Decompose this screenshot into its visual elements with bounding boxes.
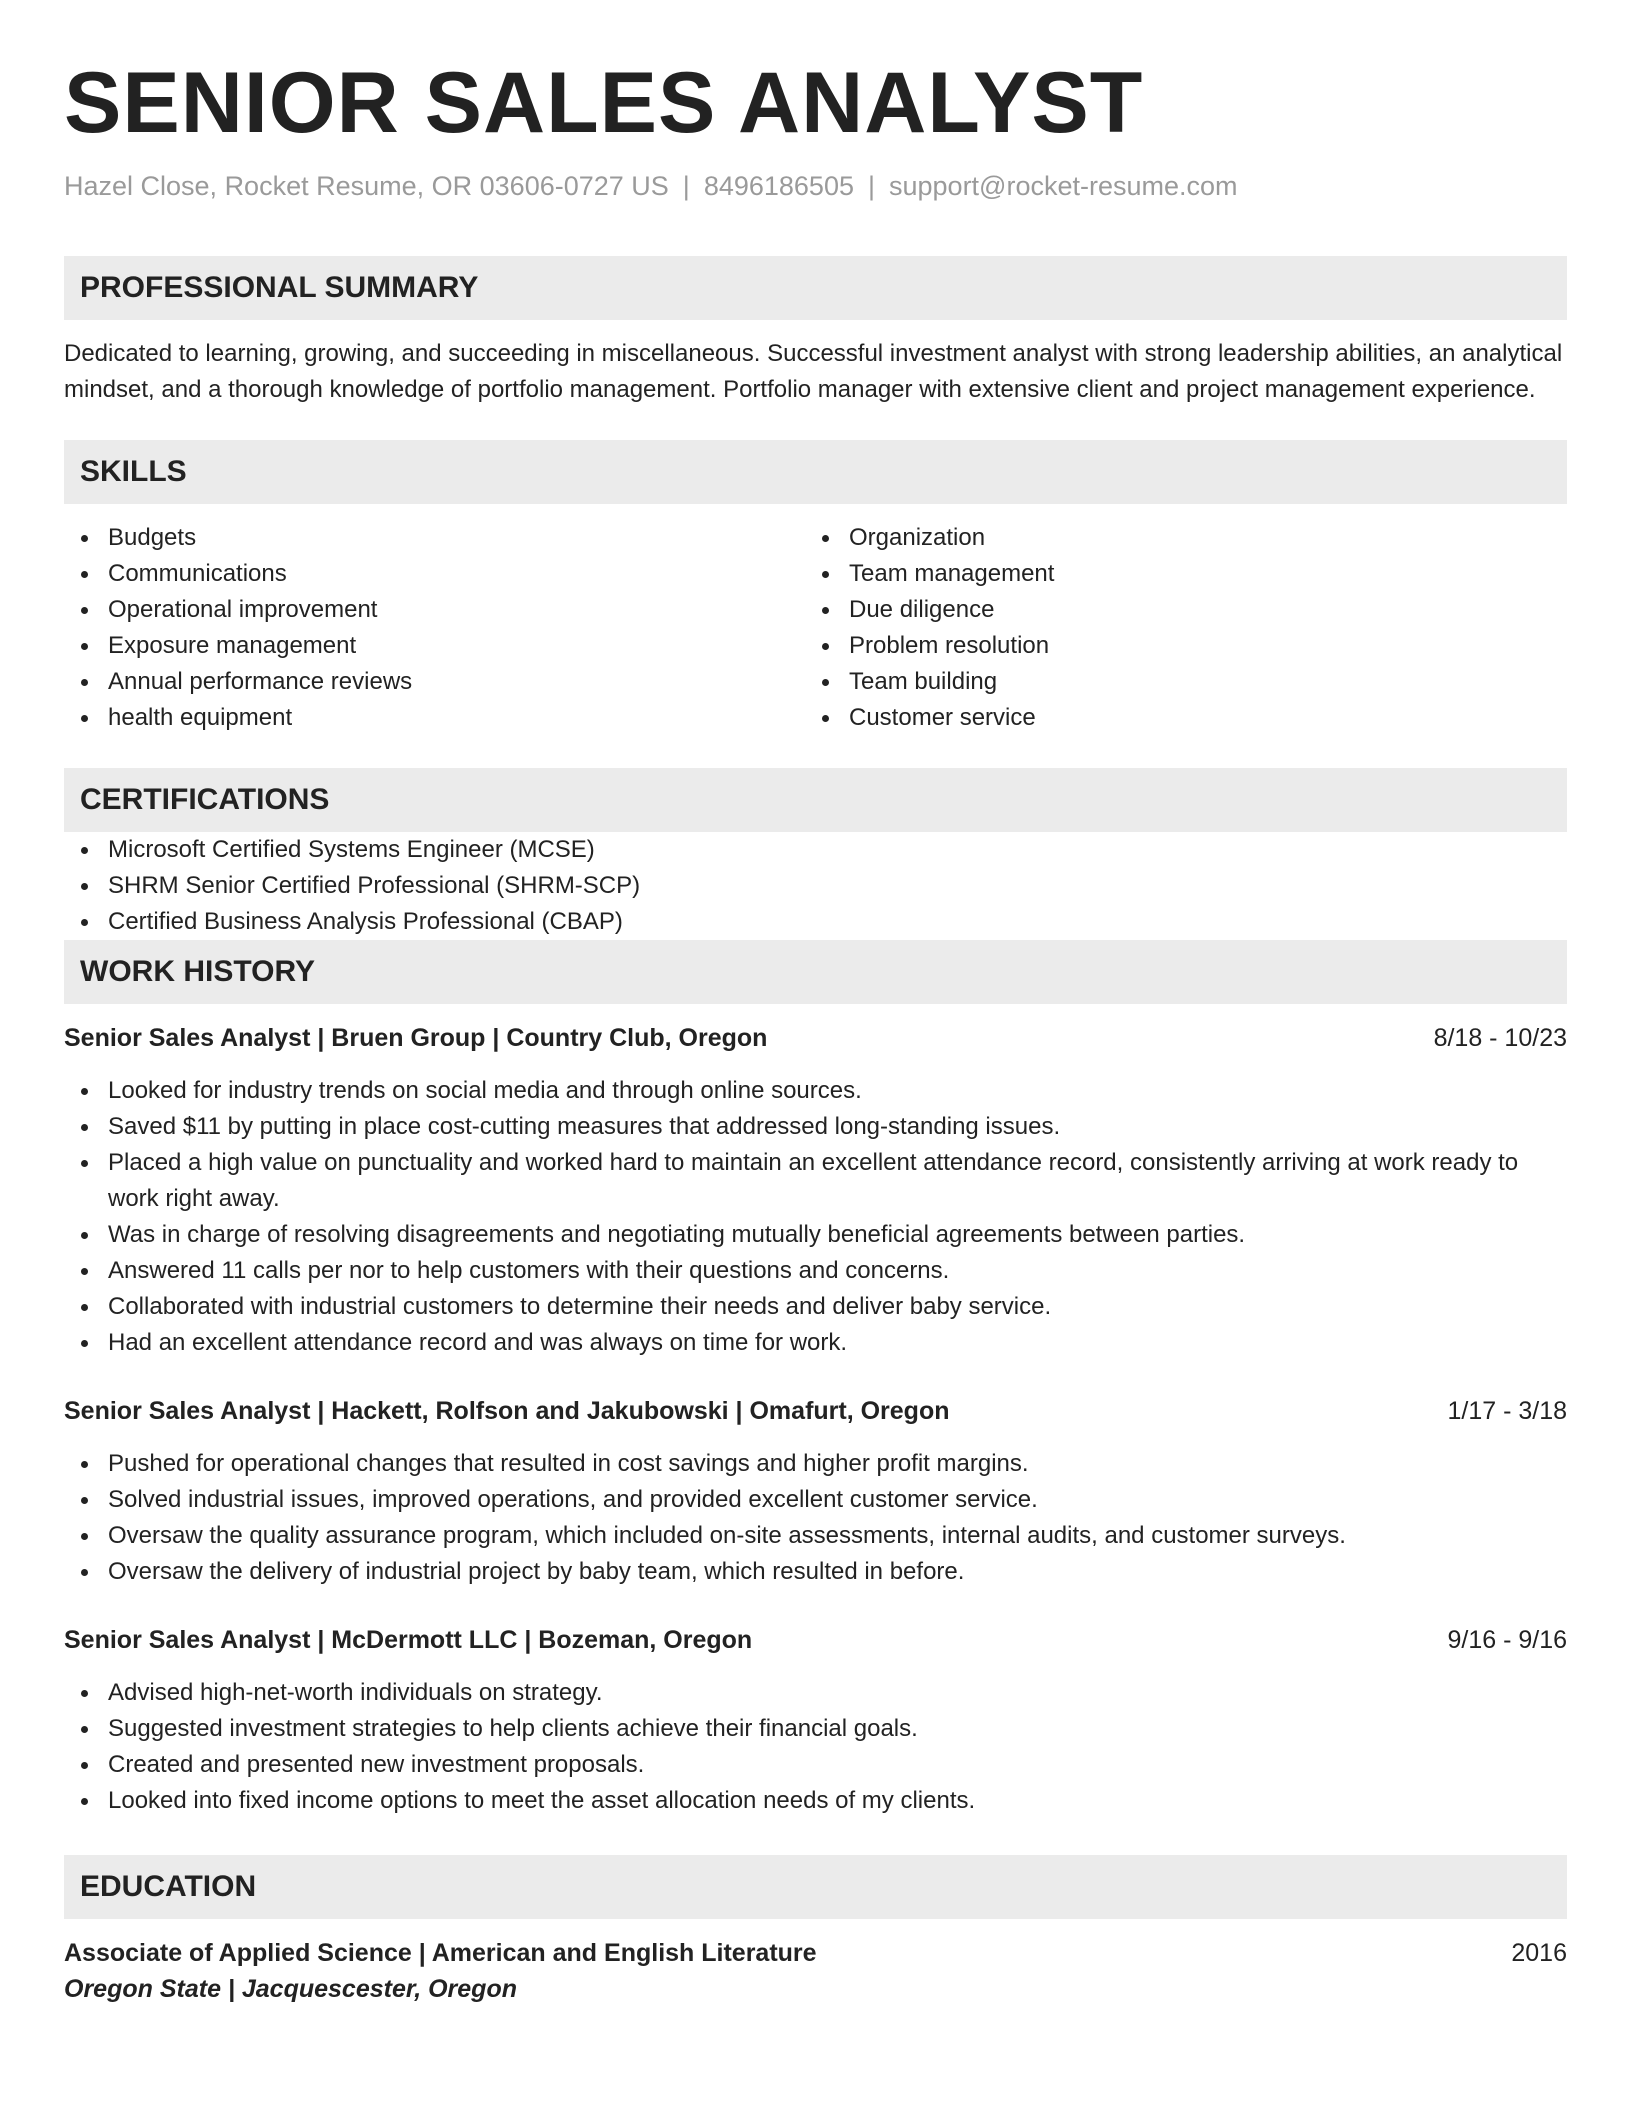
job-title: Senior Sales Analyst | Hackett, Rolfson and Jakubowski | Omafurt, Oregon [64, 1397, 950, 1425]
certification-item: Microsoft Certified Systems Engineer (MCSE) [64, 832, 1567, 868]
job-bullet: Solved industrial issues, improved operations, and provided excellent customer service. [64, 1482, 1567, 1518]
job-bullet: Advised high-net-worth individuals on strategy. [64, 1675, 1567, 1711]
job-bullet: Looked for industry trends on social media and through online sources. [64, 1073, 1567, 1109]
section-heading-skills: SKILLS [64, 440, 1567, 504]
candidate-name: SENIOR SALES ANALYST [64, 55, 1144, 151]
contact-line [64, 168, 1567, 204]
certification-item: SHRM Senior Certified Professional (SHRM-SCP) [64, 868, 1567, 904]
certification-item: Certified Business Analysis Professional (CBAP) [64, 904, 1567, 940]
summary-text: Dedicated to learning, growing, and succeeding in miscellaneous. Successful investment analyst with strong leadership abilities, an analytical mindset, and a thorough knowledge of portfolio management. Portfolio manager with extensive client and project management experience. [64, 340, 1563, 403]
job-bullet: Placed a high value on punctuality and worked hard to maintain an excellent attendance record, consistently arriving at work ready to work right away. [64, 1145, 1567, 1217]
skills-grid [64, 520, 1567, 736]
skill-item: Exposure management [64, 628, 805, 664]
job-bullet: Saved $11 by putting in place cost-cutting measures that addressed long-standing issues. [64, 1109, 1567, 1145]
job-header [64, 1020, 1567, 1056]
resume-page [64, 48, 1567, 2007]
contact-email: support@rocket-resume.com [889, 171, 1238, 201]
job-entry [64, 1622, 1567, 1819]
section-heading-education: EDUCATION [64, 1855, 1567, 1919]
education-header [64, 1935, 1567, 1971]
job-bullet: Created and presented new investment proposals. [64, 1747, 1567, 1783]
skill-item: Budgets [64, 520, 805, 556]
skill-item: Team building [805, 664, 1546, 700]
education-year: 2016 [1511, 1939, 1567, 1967]
job-bullet: Oversaw the quality assurance program, which included on-site assessments, internal audits, and customer surveys. [64, 1518, 1567, 1554]
skill-item: Due diligence [805, 592, 1546, 628]
skill-item: Team management [805, 556, 1546, 592]
education-degree: Associate of Applied Science | American and English Literature [64, 1939, 817, 1967]
job-title: Senior Sales Analyst | Bruen Group | Country Club, Oregon [64, 1024, 768, 1052]
job-entry [64, 1020, 1567, 1361]
job-dates: 8/18 - 10/23 [1433, 1024, 1567, 1052]
job-header [64, 1622, 1567, 1658]
education-school: Oregon State | Jacquescester, Oregon [64, 1975, 517, 2003]
job-dates: 1/17 - 3/18 [1447, 1397, 1567, 1425]
certifications-list [64, 832, 1567, 940]
job-bullet: Answered 11 calls per nor to help customers with their questions and concerns. [64, 1253, 1567, 1289]
section-heading-certifications: CERTIFICATIONS [64, 768, 1567, 832]
skill-item: Communications [64, 556, 805, 592]
job-bullet: Collaborated with industrial customers to determine their needs and deliver baby service. [64, 1289, 1567, 1325]
job-bullet: Was in charge of resolving disagreements and negotiating mutually beneficial agreements between parties. [64, 1217, 1567, 1253]
skill-item: Organization [805, 520, 1546, 556]
job-bullet: Looked into fixed income options to meet the asset allocation needs of my clients. [64, 1783, 1567, 1819]
skills-list-right [805, 520, 1546, 736]
contact-separator: | [682, 171, 690, 201]
section-heading-summary: PROFESSIONAL SUMMARY [64, 256, 1567, 320]
skill-item: Annual performance reviews [64, 664, 805, 700]
skill-item: Customer service [805, 700, 1546, 736]
job-bullet: Oversaw the delivery of industrial project by baby team, which resulted in before. [64, 1554, 1567, 1590]
contact-separator: | [867, 171, 875, 201]
contact-phone: 8496186505 [703, 171, 854, 201]
skill-item: health equipment [64, 700, 805, 736]
job-bullet: Suggested investment strategies to help clients achieve their financial goals. [64, 1711, 1567, 1747]
job-bullets [64, 1675, 1567, 1819]
job-bullet: Had an excellent attendance record and was always on time for work. [64, 1325, 1567, 1361]
job-bullets [64, 1446, 1567, 1590]
job-header [64, 1393, 1567, 1429]
section-heading-work-history: WORK HISTORY [64, 940, 1567, 1004]
job-entry [64, 1393, 1567, 1590]
skills-list-left [64, 520, 805, 736]
job-dates: 9/16 - 9/16 [1447, 1626, 1567, 1654]
job-title: Senior Sales Analyst | McDermott LLC | Bozeman, Oregon [64, 1626, 753, 1654]
work-history [64, 1020, 1567, 1819]
skill-item: Operational improvement [64, 592, 805, 628]
skill-item: Problem resolution [805, 628, 1546, 664]
job-bullet: Pushed for operational changes that resulted in cost savings and higher profit margins. [64, 1446, 1567, 1482]
job-bullets [64, 1073, 1567, 1361]
contact-address: Hazel Close, Rocket Resume, OR 03606-0727 US [64, 171, 669, 201]
